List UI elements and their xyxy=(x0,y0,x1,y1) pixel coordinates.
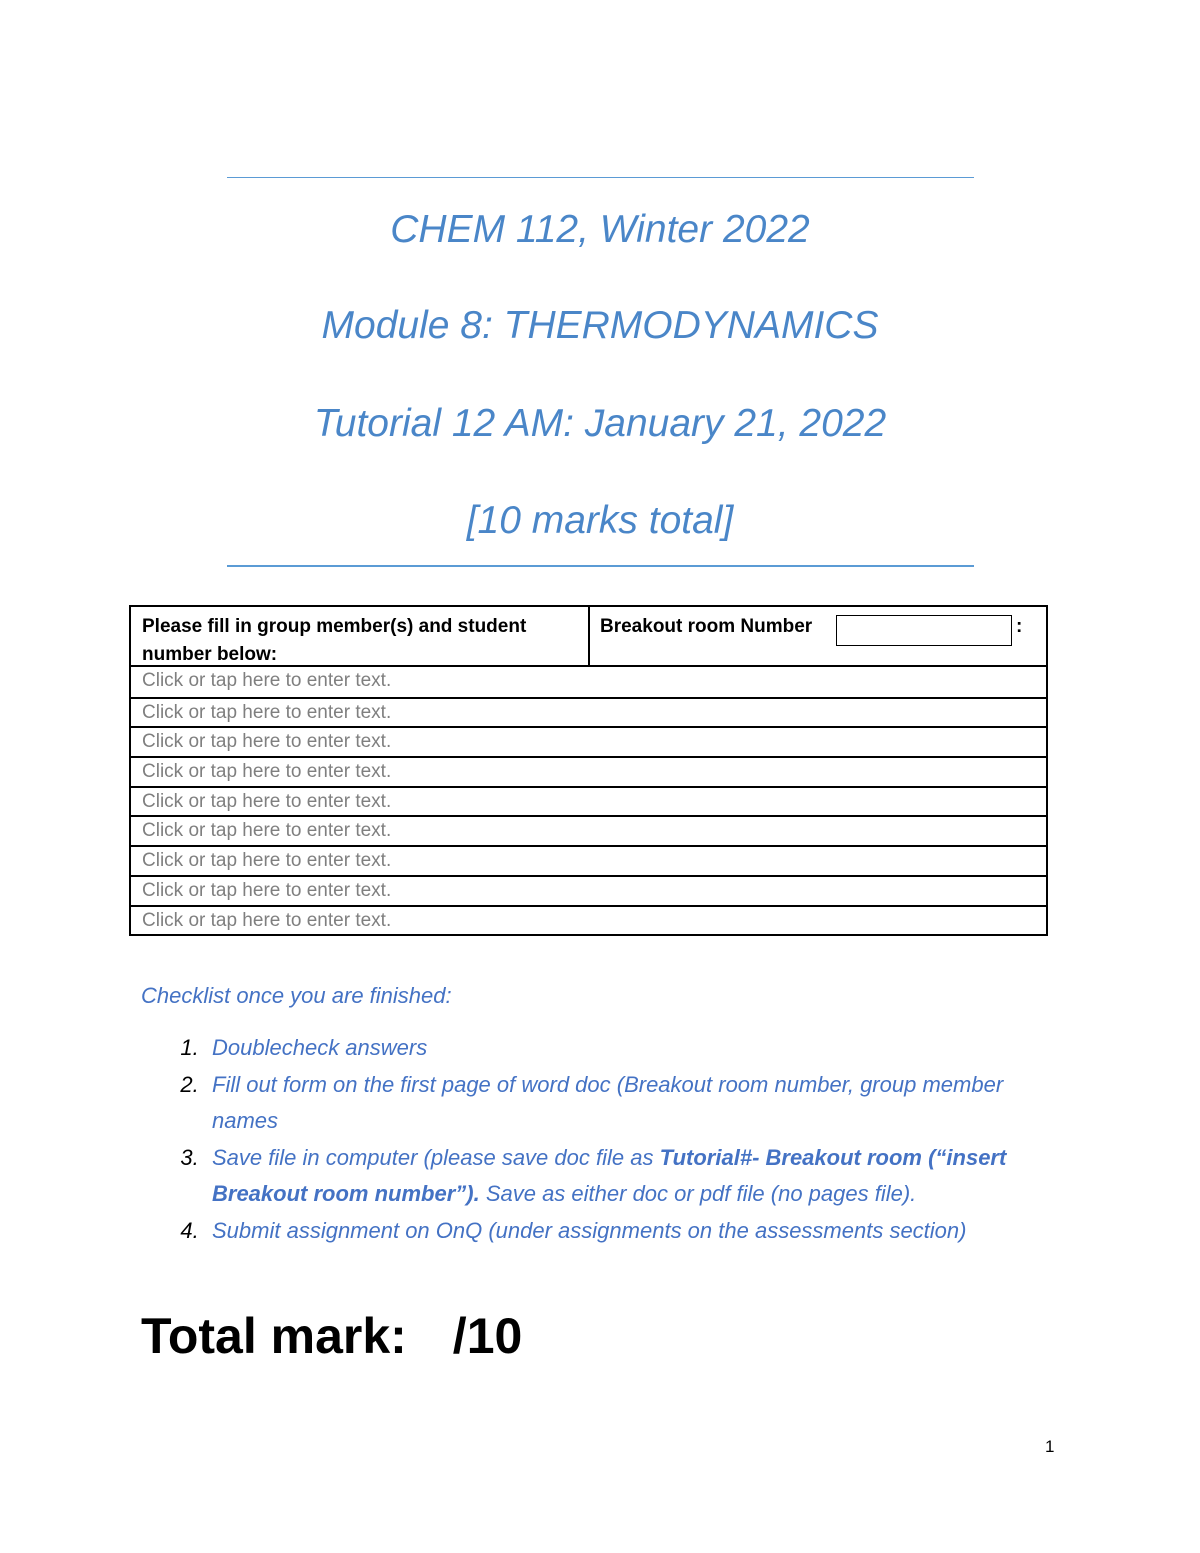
member-entry-field[interactable]: Click or tap here to enter text. xyxy=(131,875,1046,905)
breakout-room-number-field[interactable] xyxy=(836,615,1012,646)
page-number: 1 xyxy=(1045,1437,1055,1456)
breakout-room-colon: : xyxy=(1016,616,1023,637)
checklist-number: 2. xyxy=(180,1071,199,1097)
module-title: Module 8: THERMODYNAMICS xyxy=(321,304,879,347)
checklist-item xyxy=(141,1140,1071,1213)
tutorial-title: Tutorial 12 AM: January 21, 2022 xyxy=(313,402,887,445)
course-title: CHEM 112, Winter 2022 xyxy=(390,208,810,251)
checklist-item xyxy=(141,1213,1071,1250)
checklist-text: Doublecheck answers xyxy=(212,1035,428,1060)
member-entry-field[interactable]: Click or tap here to enter text. xyxy=(131,905,1046,935)
checklist-item xyxy=(141,1030,1071,1067)
bottom-divider xyxy=(227,565,974,567)
member-rows xyxy=(131,667,1046,934)
marks-total: [10 marks total] xyxy=(466,499,734,542)
total-mark xyxy=(141,1305,522,1367)
total-mark-value: /10 xyxy=(452,1308,523,1364)
checklist-number: 4. xyxy=(180,1217,199,1243)
total-mark-label: Total mark: xyxy=(141,1308,407,1364)
form-header-row xyxy=(131,607,1046,667)
member-entry-field[interactable]: Click or tap here to enter text. xyxy=(131,756,1046,786)
member-entry-field[interactable]: Click or tap here to enter text. xyxy=(142,670,392,691)
group-member-form xyxy=(129,605,1048,936)
checklist-text: Fill out form on the first page of word doc (Breakout room number, group member names xyxy=(212,1071,1004,1133)
checklist-item xyxy=(141,1067,1071,1140)
checklist xyxy=(141,1030,1071,1249)
top-divider xyxy=(227,177,974,178)
checklist-title: Checklist once you are finished: xyxy=(141,983,452,1008)
breakout-room-label: Breakout room Number xyxy=(600,616,813,637)
breakout-room-cell xyxy=(590,607,1046,665)
member-entry-field[interactable]: Click or tap here to enter text. xyxy=(131,726,1046,756)
member-entry-field[interactable]: Click or tap here to enter text. xyxy=(131,815,1046,845)
member-entry-field[interactable]: Click or tap here to enter text. xyxy=(131,786,1046,816)
member-entry-field[interactable]: Click or tap here to enter text. xyxy=(131,697,1046,727)
members-label: Please fill in group member(s) and student number below: xyxy=(131,607,590,665)
filename-format: Tutorial#- Breakout room (“insert Breakout room number”). xyxy=(212,1144,1007,1206)
checklist-text: Save file in computer (please save doc file as Tutorial#- Breakout room (“insert Breakout room number”). Save as either doc or pdf file (no pages file). xyxy=(212,1144,1007,1206)
checklist-number: 1. xyxy=(180,1035,199,1060)
checklist-number: 3. xyxy=(180,1144,199,1170)
checklist-text: Submit assignment on OnQ (under assignments on the assessments section) xyxy=(212,1217,967,1243)
member-entry-field[interactable]: Click or tap here to enter text. xyxy=(131,845,1046,875)
